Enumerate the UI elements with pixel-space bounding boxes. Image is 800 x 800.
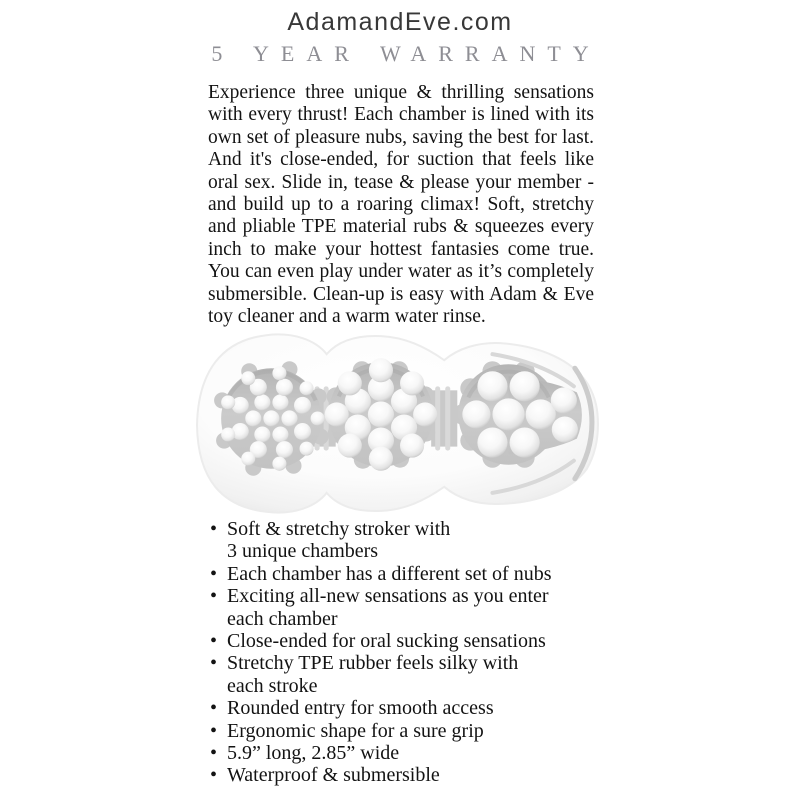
feature-line: Waterproof & submersible [227, 764, 440, 787]
product-description [208, 82, 594, 328]
feature-item [210, 720, 620, 742]
feature-item [210, 652, 620, 697]
description-line: You can even play under water as it’s completely [208, 261, 594, 283]
bullet-marker: • [210, 697, 218, 720]
feature-item [210, 697, 620, 719]
feature-line: 3 unique chambers [227, 540, 379, 563]
bullet-marker: • [210, 518, 218, 540]
feature-item [210, 630, 620, 652]
description-line: submersible. Clean-up is easy with Adam & Eve [208, 283, 594, 305]
features-list [210, 518, 620, 787]
feature-item [210, 563, 620, 585]
feature-line: Soft & stretchy stroker with [227, 518, 451, 540]
warranty-heading: 5 YEAR WARRANTY [211, 41, 601, 66]
bullet-marker: • [210, 742, 218, 765]
feature-line: each chamber [227, 607, 338, 630]
feature-item [210, 764, 620, 786]
feature-item [210, 585, 620, 630]
site-title: AdamandEve.com [287, 8, 513, 36]
description-line: own set of pleasure nubs, saving the best for last. [208, 126, 594, 148]
description-line: And it's close-ended, for suction that feels like [208, 149, 594, 171]
bullet-marker: • [210, 764, 218, 787]
description-line: inch to make your hottest fantasies come true. [208, 238, 594, 260]
feature-item [210, 518, 620, 563]
feature-line: each stroke [227, 674, 318, 697]
bullet-marker: • [210, 585, 218, 608]
feature-line: 5.9” long, 2.85” wide [227, 742, 400, 765]
description-line: with every thrust! Each chamber is lined with its [208, 104, 594, 126]
feature-line: Ergonomic shape for a sure grip [227, 719, 484, 742]
feature-line: Rounded entry for smooth access [227, 697, 494, 720]
bullet-marker: • [210, 652, 218, 675]
feature-line: Each chamber has a different set of nubs [227, 562, 552, 585]
feature-line: Exciting all-new sensations as you enter [227, 585, 549, 608]
bullet-marker: • [210, 562, 218, 585]
chamber-2-nubs [325, 358, 438, 471]
description-line: Experience three unique & thrilling sensations [208, 82, 594, 103]
description-line: oral sex. Slide in, tease & please your member - [208, 171, 594, 193]
description-line: and build up to a roaring climax! Soft, stretchy [208, 193, 594, 215]
description-line: and pliable TPE material rubs & squeezes every [208, 216, 594, 238]
product-cross-section-image [195, 330, 601, 517]
feature-item [210, 742, 620, 764]
bullet-marker: • [210, 719, 218, 742]
feature-line: Close-ended for oral sucking sensations [227, 630, 546, 653]
description-line: toy cleaner and a warm water rinse. [208, 305, 486, 327]
feature-line: Stretchy TPE rubber feels silky with [227, 652, 519, 675]
bullet-marker: • [210, 630, 218, 653]
